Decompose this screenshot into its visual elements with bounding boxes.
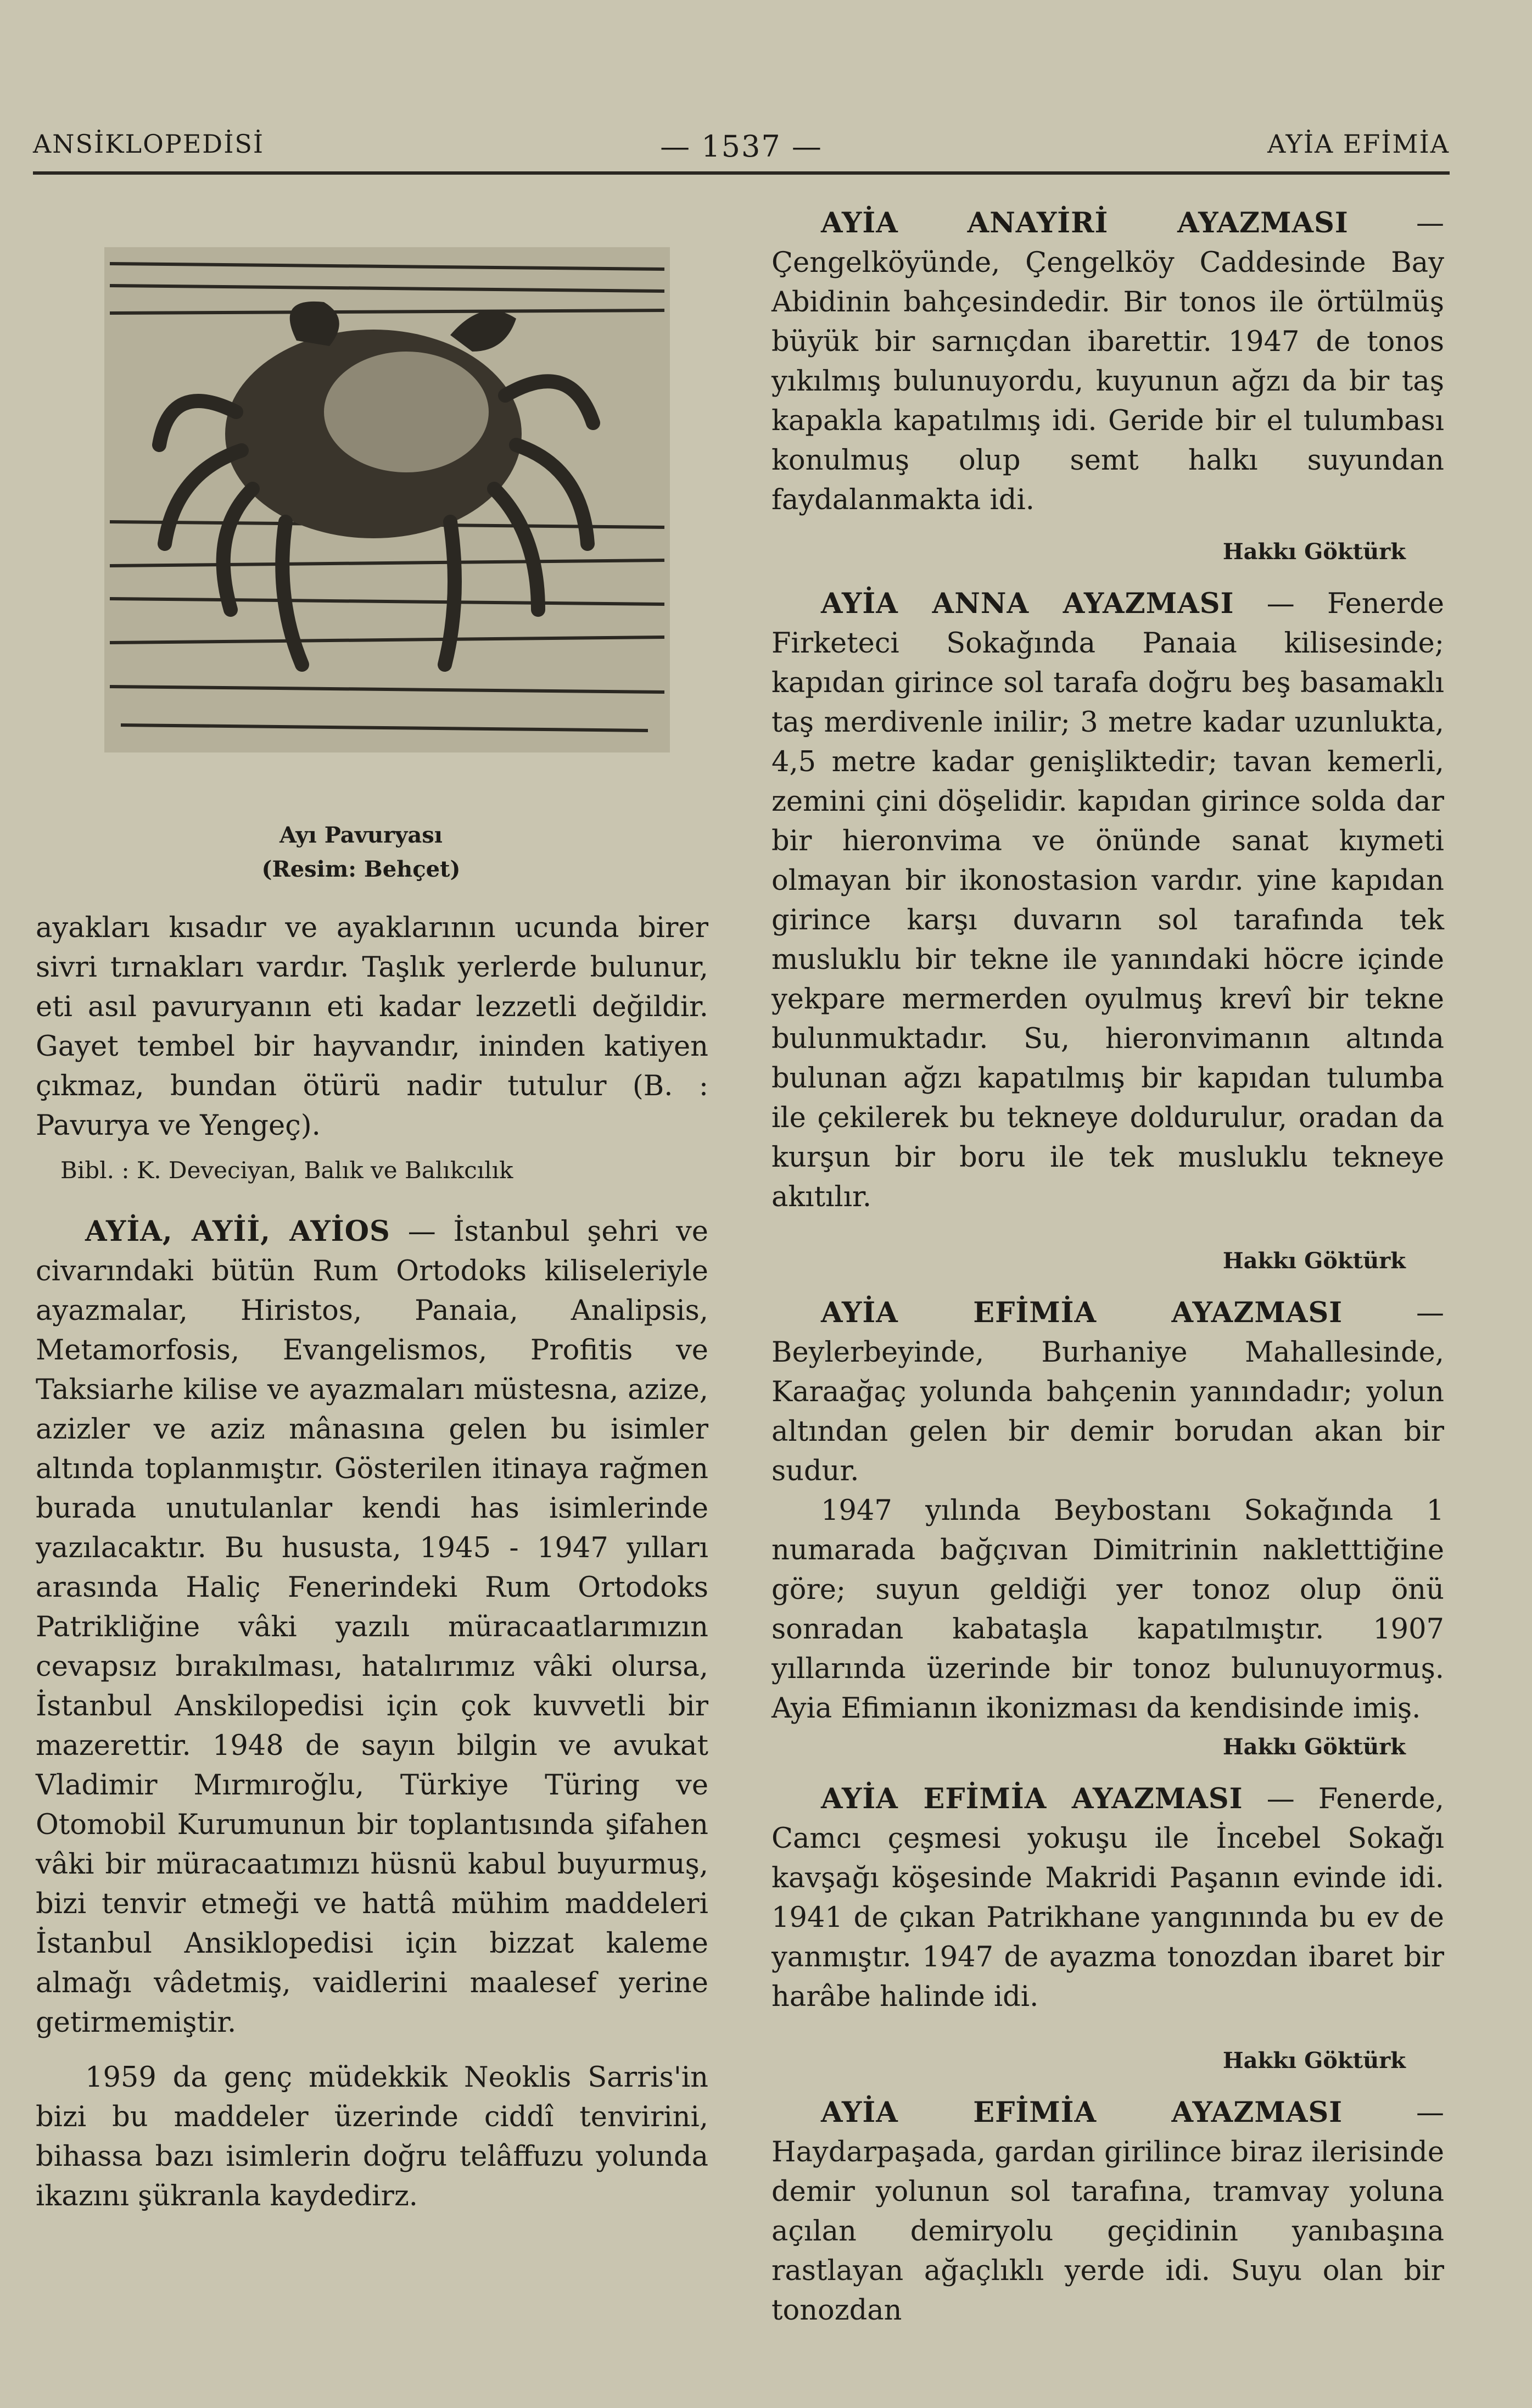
header-entry-name: AYİA EFİMİA: [1267, 129, 1450, 159]
entry-body: — Fenerde Firketeci Sokağında Panaia kilisesinde; kapıdan girince sol tarafa doğru beş basamaklı taş merdivenle inilir; 3 metre kadar uzunlukta, 4,5 metre kadar genişliktedir; tavan kemerli, zemini çini döşelidir. kapıdan girince solda dar bir hieronvima ve önünde sanat kıymeti olmayan bir ikonostasion vardır. yine kapıdan girince karşı duvarın sol tarafında tek musluklu bir tekne ile yanındaki höcre içinde yekpare mermerden oyulmuş krevî bir tekne bulunmuktadır. Su, hieronvimanın altında bulunan ağzı kapatılmış bir kapıdan tulumba ile çekilerek bu tekneye doldurulur, oradan da kurşun bir boru ile tek musluklu tekneye akıtılır.: [771, 588, 1444, 1213]
author-signature: Hakkı Göktürk: [1222, 1248, 1406, 1274]
entry-efimia-haydarpasa: [771, 2093, 1444, 2331]
entry-body: — İstanbul şehri ve civarındaki bütün Rum Ortodoks kiliseleriyle ayazmalar, Hiristos, Panaia, Analipsis, Metamorfosis, Evangelismos, Profitis ve Taksiarhe kilise ve ayazmaları müstesna, azize, azizler ve aziz mânasına gelen bu isimler altında toplanmıştır. Gösterilen itinaya rağmen burada unutulanlar kendi has isimlerinde yazılacaktır. Bu hususta, 1945 - 1947 yılları arasında Haliç Fenerindeki Rum Ortodoks Patrikliğine vâki yazılı müracaatlarımızın cevapsız bırakılması, hatalırımız vâki olursa, İstanbul Anskilopedisi için çok kuvvetli bir mazerettir. 1948 de sayın bilgin ve avukat Vladimir Mırmıroğlu, Türkiye Türing ve Otomobil Kurumunun bir toplantısında şifahen vâki bir müracaatımızı hüsnü kabul buyurmuş, bizi tenvir etmeği ve hattâ mühim maddeleri İstanbul Ansiklopedisi için bizzat kaleme almağı vâdetmiş, vaidlerini maalesef yerine getirmemiştir.: [36, 1216, 708, 2039]
page-header: [33, 113, 1450, 173]
left-column: [36, 192, 708, 2216]
entry-body: — Beylerbeyinde, Burhaniye Mahallesinde, Karaağaç yolunda bahçenin yanındadır; yolun altından gelen bir demir borudan akan bir sudur.: [771, 1297, 1445, 1487]
entry-title: AYİA EFİMİA AYAZMASI: [821, 1782, 1243, 1815]
author-signature: Hakkı Göktürk: [1222, 539, 1406, 565]
author-signature: Hakkı Göktürk: [1222, 2048, 1406, 2073]
left-paragraph-1: ayakları kısadır ve ayaklarının ucunda birer sivri tırnakları vardır. Taşlık yerlerde bulunur, eti asıl pavuryanın eti kadar lezzetli değildir. Gayet tembel bir hayvandır, ininden katiyen çıkmaz, bundan ötürü nadir tutulur (B. : Pavurya ve Yengeç).: [36, 912, 708, 1142]
entry-efimia-beylerbeyi-cont: 1947 yılında Beybostanı Sokağında 1 numarada bağçıvan Dimitrinin nakletttiğine göre; suyun geldiği yer tonoz olup önü sonradan kabataşla kapatılmıştır. 1907 yıllarında üzerinde bir tonoz bulunuyormuş. Ayia Efimianın ikonizması da kendisinde imiş.: [771, 1495, 1444, 1725]
crab-woodcut-image: [66, 214, 692, 785]
entry-body: — Çengelköyünde, Çengelköy Caddesinde Bay Abidinin bahçesindedir. Bir tonos ile örtülmüş büyük bir sarnıçdan ibarettir. 1947 de tonos yıkılmış bulunuyordu, kuyunun ağzı da bir taş kapakla kapatılmış idi. Geride bir el tulumbası konulmuş olup semt halkı suyundan faydalanmakta idi.: [771, 207, 1444, 516]
caption-credit: (Resim: Behçet): [261, 856, 461, 882]
entry-title: AYİA EFİMİA AYAZMASI: [821, 1296, 1343, 1329]
caption-title: Ayı Pavuryası: [279, 822, 443, 848]
page-number: — 1537 —: [660, 129, 823, 164]
entry-title: AYİA, AYİİ, AYİOS: [85, 1215, 390, 1248]
bibliography: Bibl. : K. Deveciyan, Balık ve Balıkcılık: [60, 1157, 513, 1184]
entry-title: AYİA ANAYİRİ AYAZMASI: [821, 207, 1349, 239]
entry-efimia-beylerbeyi: [771, 1293, 1444, 1491]
entry-anna: [771, 584, 1444, 1217]
entry-title: AYİA ANNA AYAZMASI: [821, 587, 1234, 620]
entry-body: — Haydarpaşada, gardan girilince biraz ilerisinde demir yolunun sol tarafına, tramvay yoluna açılan demiryolu geçidinin yanıbaşına rastlayan ağaçlıklı yerde idi. Suyu olan bir tonozdan: [771, 2097, 1445, 2327]
figure-caption: [14, 818, 708, 887]
entry-body: — Fenerde, Camcı çeşmesi yokuşu ile İncebel Sokağı kavşağı köşesinde Makridi Paşanın evinde idi. 1941 de çıkan Patrikhane yangınında bu ev de yanmıştır. 1947 de ayazma tonozdan ibaret bir harâbe halinde idi.: [771, 1783, 1444, 2013]
author-signature: Hakkı Göktürk: [1222, 1734, 1406, 1760]
header-encyclopedia-name: ANSİKLOPEDİSİ: [33, 129, 265, 159]
crab-illustration: [36, 192, 708, 818]
entry-efimia-fener: [771, 1779, 1444, 2017]
left-paragraph-3: 1959 da genç müdekkik Neoklis Sarris'in bizi bu maddeler üzerinde ciddî tenvirini, bihassa bazı isimlerin doğru telâffuzu yolunda ikazını şükranla kaydedirz.: [36, 2061, 708, 2212]
entry-anayiri: [771, 203, 1444, 520]
entry-title: AYİA EFİMİA AYAZMASI: [821, 2096, 1343, 2129]
header-rule: [33, 171, 1450, 175]
right-column: [771, 203, 1444, 2331]
entry-ayia-ayii-ayios: [36, 1212, 708, 2043]
